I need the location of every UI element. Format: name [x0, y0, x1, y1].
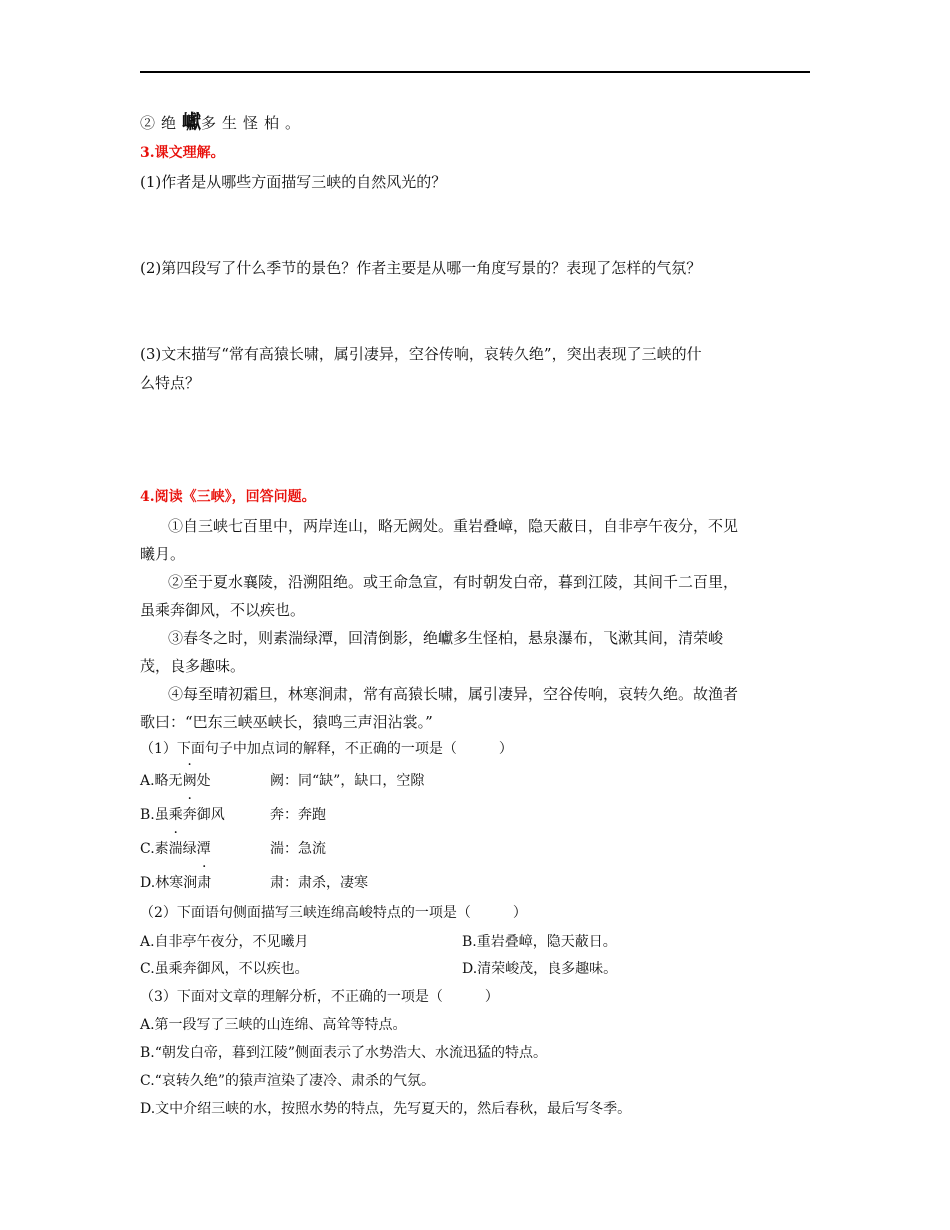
- sub3-option-c: C.“哀转久绝”的猿声渲染了凄冷、肃杀的气氛。: [140, 1073, 435, 1089]
- emphasis-dot-char: 奔: [182, 807, 197, 823]
- emphasis-dot-char: 肃: [197, 875, 212, 891]
- sub2-option-c: C.虽乘奔御风，不以疾也。: [140, 961, 309, 977]
- sub3-option-b: B.“朝发白帝，暮到江陵”侧面表示了水势浩大、水流迅猛的特点。: [140, 1045, 548, 1061]
- subquestion-2-stem: （2）下面语句侧面描写三峡连绵高峻特点的一项是（ ）: [140, 905, 527, 921]
- question-3-3-line2: 么特点？: [140, 374, 201, 392]
- subquestion-3-stem: （3）下面对文章的理解分析，不正确的一项是（ ）: [140, 989, 499, 1005]
- passage-para-2-line2: 虽乘奔御风，不以疾也。: [140, 601, 306, 619]
- subquestion-1-stem: （1）下面句子中加点词的解释，不正确的一项是（ ）: [140, 741, 513, 757]
- sub1-option-d-phrase: D.林寒涧肃: [140, 875, 212, 891]
- question-3-1: (1)作者是从哪些方面描写三峡的自然风光的？: [140, 173, 447, 191]
- sub1-option-a-explanation: 阙：同“缺”，缺口，空隙: [270, 773, 425, 789]
- section-4-heading: 4.阅读《三峡》，回答问题。: [140, 489, 316, 505]
- sub1-option-a-phrase: A.略无阙处: [140, 773, 211, 789]
- question-3-3-line1: (3)文末描写“常有高猿长啸，属引凄异，空谷传响，哀转久绝”，突出表现了三峡的什: [140, 345, 702, 363]
- sub2-option-a: A.自非亭午夜分，不见曦月: [140, 934, 309, 950]
- passage-para-2-line1: ②至于夏水襄陵，沿溯阻绝。或王命急宣，有时朝发白帝，暮到江陵，其间千二百里，: [168, 573, 739, 591]
- vocab-prefix: ②绝: [140, 114, 183, 132]
- section-3-heading: 3.课文理解。: [140, 145, 225, 161]
- sub1-option-c-phrase: C.素湍绿潭: [140, 841, 211, 857]
- passage-para-4-line2: 歌曰：“巴东三峡巫峡长，猿鸣三声泪沾裳。”: [140, 713, 433, 731]
- question-3-2: (2)第四段写了什么季节的景色？作者主要是从哪一角度写景的？表现了怎样的气氛？: [140, 259, 702, 277]
- sub1-option-b-explanation: 奔：奔跑: [270, 807, 326, 823]
- passage-para-3-line2: 茂，良多趣味。: [140, 657, 246, 675]
- sub1-option-b-phrase: B.虽乘奔御风: [140, 807, 225, 823]
- sub2-option-b: B.重岩叠嶂，隐天蔽日。: [462, 934, 617, 950]
- header-rule: [140, 71, 810, 73]
- emphasis-dot-char: 湍: [168, 841, 183, 857]
- vocab-suffix: 多生怪柏。: [201, 114, 307, 132]
- passage-para-3-line1: ③春冬之时，则素湍绿潭，回清倒影，绝巘多生怪柏，悬泉瀑布，飞漱其间，清荣峻: [168, 629, 724, 647]
- passage-para-1-line2: 曦月。: [140, 545, 186, 563]
- sub1-option-c-explanation: 湍：急流: [270, 841, 326, 857]
- passage-para-4-line1: ④每至晴初霜旦，林寒涧肃，常有高猿长啸，属引凄异，空谷传响，哀转久绝。故渔者: [168, 685, 739, 703]
- emphasis-dot-char: 阙: [182, 773, 197, 789]
- sub3-option-a: A.第一段写了三峡的山连绵、高耸等特点。: [140, 1017, 407, 1033]
- sub3-option-d: D.文中介绍三峡的水，按照水势的特点，先写夏天的，然后春秋，最后写冬季。: [140, 1101, 632, 1117]
- vocab-big-char: 巘: [182, 111, 202, 133]
- sub1-option-d-explanation: 肃：肃杀，凄寒: [270, 875, 368, 891]
- sub2-option-d: D.清荣峻茂，良多趣味。: [462, 961, 618, 977]
- vocab-item-2: [140, 112, 306, 133]
- passage-para-1-line1: ①自三峡七百里中，两岸连山，略无阙处。重岩叠嶂，隐天蔽日，自非亭午夜分，不见: [168, 517, 739, 535]
